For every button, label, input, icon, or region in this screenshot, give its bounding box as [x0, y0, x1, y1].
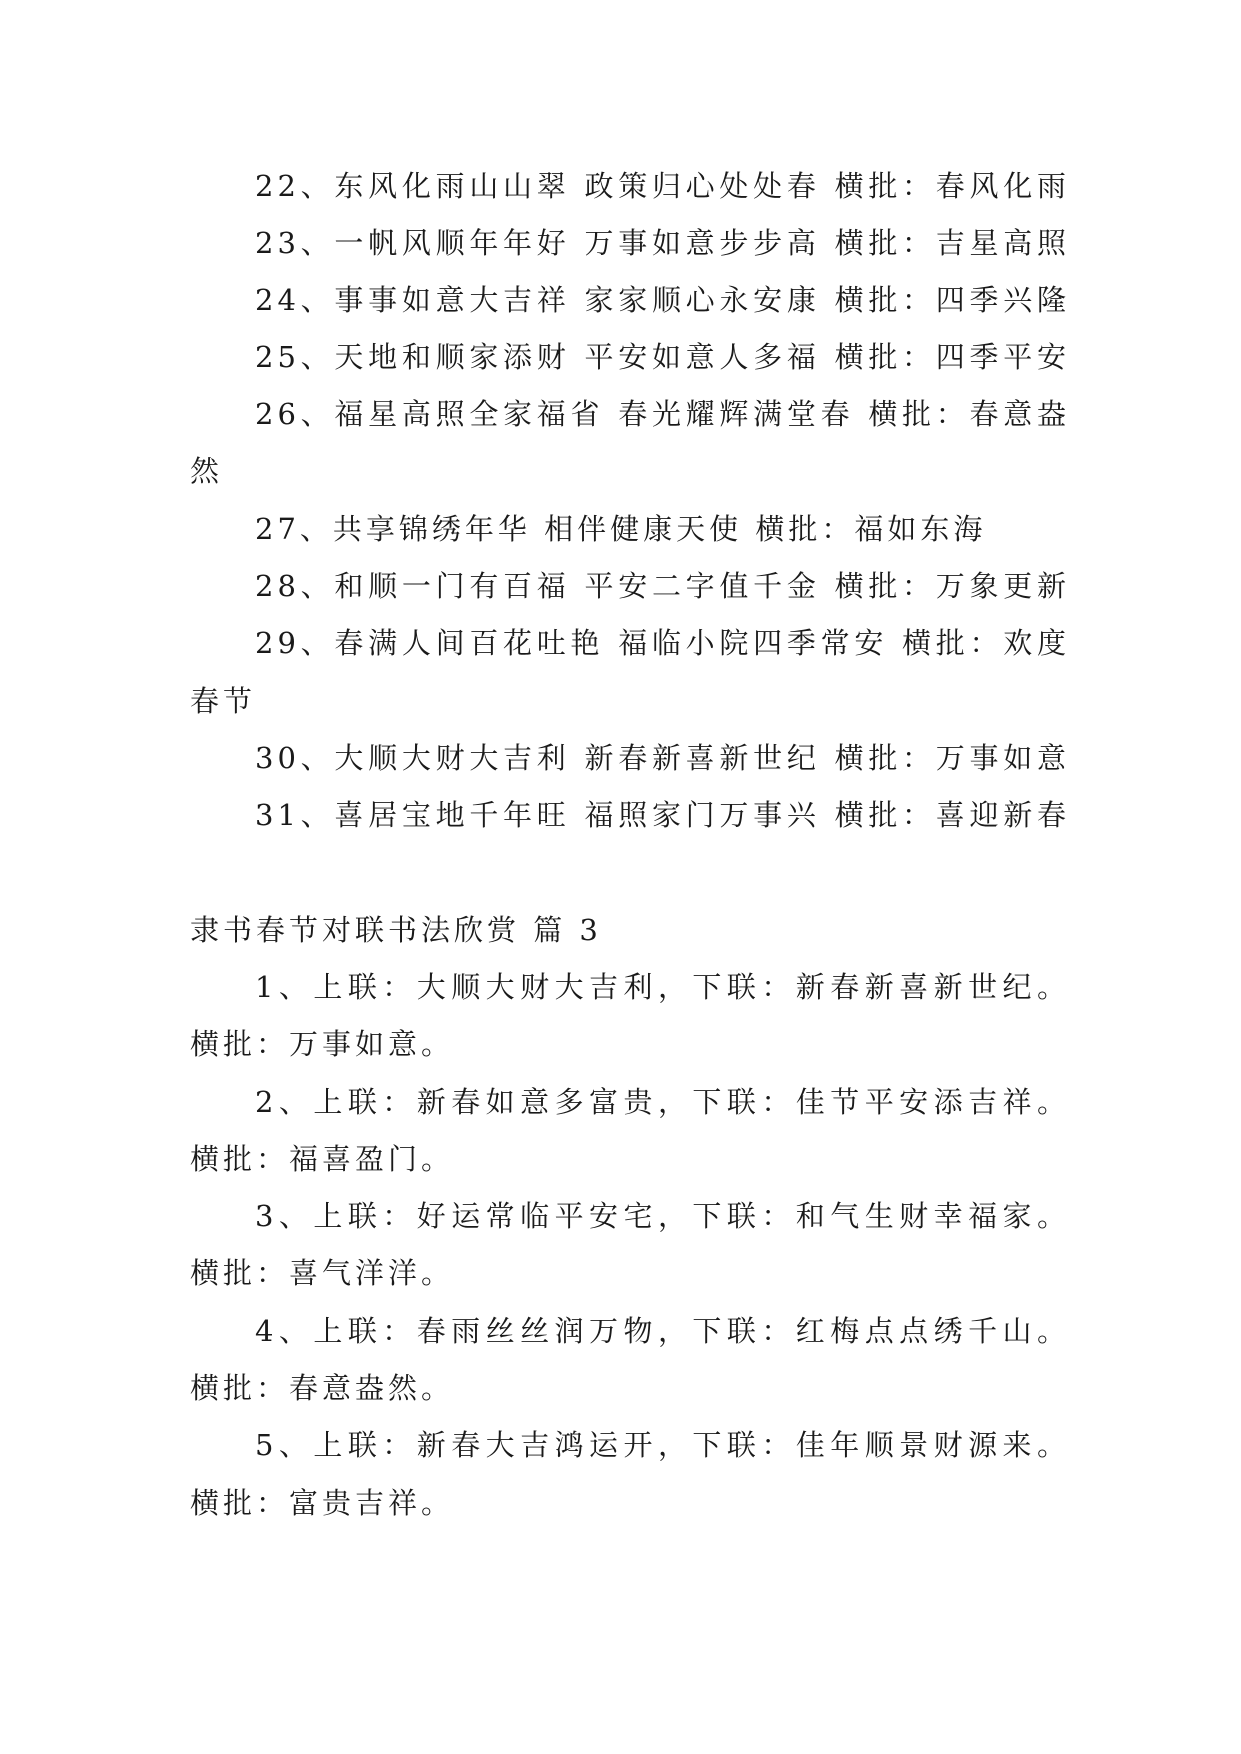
couplet-line: 3、上联：好运常临平安宅，下联：和气生财幸福家。	[255, 1199, 1070, 1233]
couplet-line: 2、上联：新春如意多富贵，下联：佳节平安添吉祥。	[255, 1085, 1070, 1119]
couplet-line-continuation: 横批：万事如意。	[190, 1027, 455, 1061]
couplet-line: 28、和顺一门有百福 平安二字值千金 横批：万象更新	[255, 569, 1070, 603]
couplet-line: 30、大顺大财大吉利 新春新喜新世纪 横批：万事如意	[255, 741, 1070, 775]
couplet-line: 22、东风化雨山山翠 政策归心处处春 横批：春风化雨	[255, 169, 1070, 203]
section-heading: 隶书春节对联书法欣赏 篇 3	[190, 913, 602, 947]
couplet-line: 23、一帆风顺年年好 万事如意步步高 横批：吉星高照	[255, 226, 1070, 260]
couplet-line: 26、福星高照全家福省 春光耀辉满堂春 横批：春意盎	[255, 397, 1070, 431]
couplet-line-continuation: 横批：富贵吉祥。	[190, 1486, 455, 1520]
couplet-line-continuation: 春节	[190, 684, 257, 718]
couplet-line-continuation: 横批：喜气洋洋。	[190, 1256, 455, 1290]
couplet-line: 24、事事如意大吉祥 家家顺心永安康 横批：四季兴隆	[255, 283, 1070, 317]
couplet-line: 4、上联：春雨丝丝润万物，下联：红梅点点绣千山。	[255, 1314, 1070, 1348]
couplet-line-continuation: 横批：福喜盈门。	[190, 1142, 455, 1176]
couplet-line: 29、春满人间百花吐艳 福临小院四季常安 横批：欢度	[255, 626, 1070, 660]
couplet-line-continuation: 横批：春意盎然。	[190, 1371, 455, 1405]
couplet-line-continuation: 然	[190, 454, 224, 488]
couplet-line: 31、喜居宝地千年旺 福照家门万事兴 横批：喜迎新春	[255, 798, 1070, 832]
couplet-line: 5、上联：新春大吉鸿运开，下联：佳年顺景财源来。	[255, 1428, 1070, 1462]
couplet-line: 1、上联：大顺大财大吉利，下联：新春新喜新世纪。	[255, 970, 1070, 1004]
couplet-line: 25、天地和顺家添财 平安如意人多福 横批：四季平安	[255, 340, 1070, 374]
couplet-line: 27、共享锦绣年华 相伴健康天使 横批：福如东海	[255, 512, 987, 546]
